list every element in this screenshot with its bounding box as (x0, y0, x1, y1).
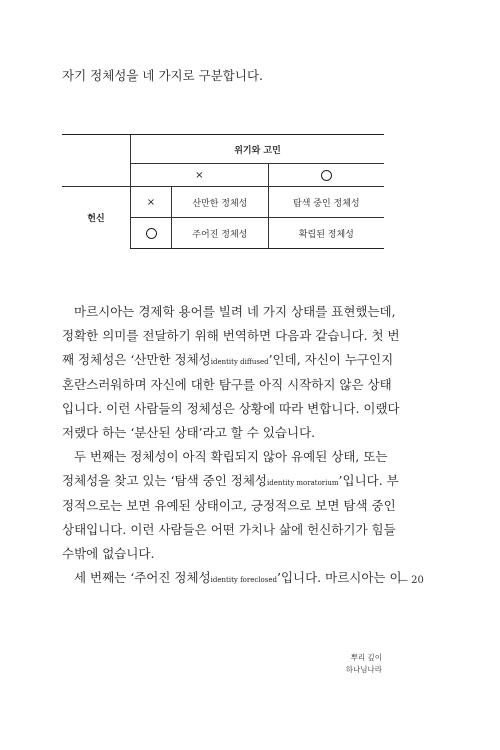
body-text-span: 세 번째는 ‘주어진 정체성 (74, 570, 211, 586)
table-row (62, 164, 384, 187)
circle-mark-icon (321, 170, 332, 181)
col-header-x: × (131, 164, 269, 187)
page-number: — 20 (398, 575, 424, 586)
intro-text: 자기 정체성을 네 가지로 구분합니다. (62, 68, 263, 83)
body-line (62, 348, 394, 372)
table-corner-cell (62, 164, 131, 187)
running-footer (346, 652, 382, 676)
body-paragraphs (62, 300, 402, 590)
row-label-o (131, 218, 172, 249)
footer-line: 하나님나라 (345, 665, 382, 674)
body-line: 혼란스러워하며 자신에 대한 탐구를 아직 시작하지 않은 상태 (62, 376, 392, 392)
row-header-commitment: 헌신 (62, 187, 131, 249)
body-line (62, 566, 402, 590)
cell-diffused: 산만한 정체성 (172, 187, 269, 218)
body-line: 저랬다 하는 ‘분산된 상태’라고 할 수 있습니다. (62, 424, 316, 440)
identity-status-table (62, 134, 384, 249)
body-line: 입니다. 이런 사람들의 정체성은 상황에 따라 변합니다. 이랬다 (62, 400, 400, 416)
body-line: 상태입니다. 이런 사람들은 어떤 가치나 삶에 헌신하기가 힘들 (62, 521, 396, 537)
cell-foreclosed: 주어진 정체성 (172, 218, 269, 249)
body-line: 수밖에 없습니다. (62, 545, 155, 561)
body-line: 정확한 의미를 전달하기 위해 번역하면 다음과 같습니다. 첫 번 (62, 328, 400, 344)
table-row (62, 187, 384, 218)
body-line: 마르시아는 경제학 용어를 빌려 네 가지 상태를 표현했는데, (74, 304, 396, 319)
row-label-x: × (131, 187, 172, 218)
body-text-span: ’인데, 자신이 누구인지 (268, 352, 394, 368)
body-text-span: 정체성을 찾고 있는 ‘탐색 중인 정체성 (62, 473, 267, 489)
english-term: identity diffused (210, 358, 269, 367)
body-line: 두 번째는 정체성이 아직 확립되지 않아 유예된 상태, 또는 (74, 449, 388, 465)
col-header-crisis: 위기와 고민 (131, 135, 385, 164)
footer-line: 뿌리 깊이 (350, 653, 382, 662)
col-header-o (268, 164, 384, 187)
body-text-span: ’입니다. 마르시아는 이 (276, 570, 402, 586)
table-row (62, 135, 384, 164)
body-text-span: ’입니다. 부 (338, 473, 399, 489)
body-line (62, 469, 399, 493)
circle-mark-icon (146, 228, 157, 239)
body-text-span: 째 정체성은 ‘산만한 정체성 (62, 352, 211, 368)
english-term: identity foreclosed (210, 576, 277, 585)
english-term: identity moratorium (266, 479, 339, 488)
body-line: 정적으로는 보면 유예된 상태이고, 긍정적으로 보면 탐색 중인 (62, 497, 396, 513)
cell-achieved: 확립된 정체성 (268, 218, 384, 249)
cell-moratorium: 탐색 중인 정체성 (268, 187, 384, 218)
table-corner-cell (62, 135, 131, 164)
